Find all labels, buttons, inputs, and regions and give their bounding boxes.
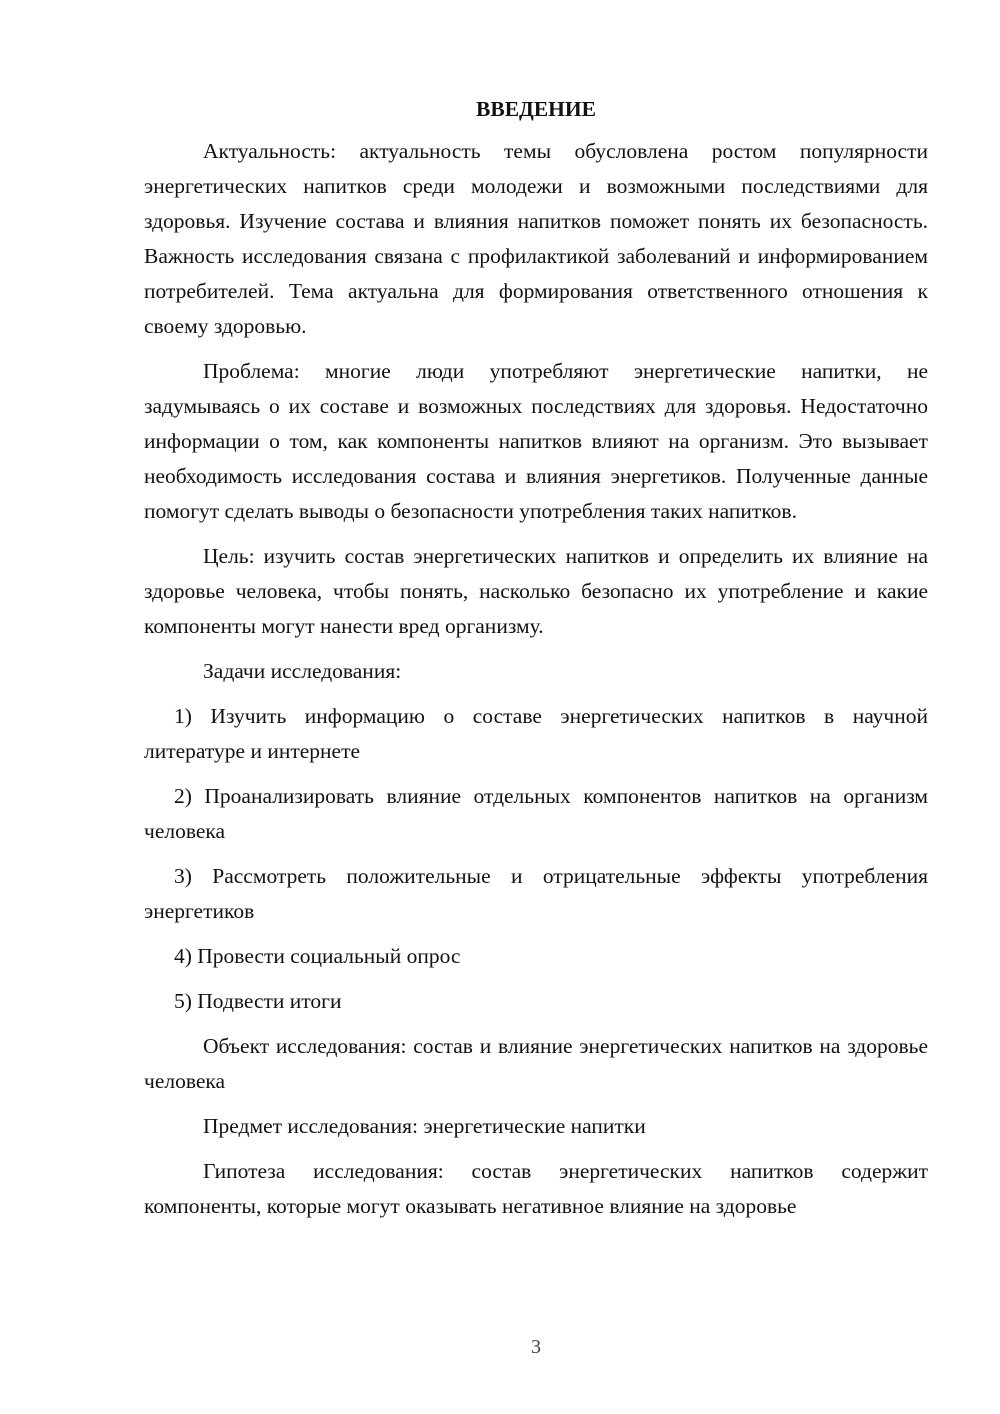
task-item-3: 3) Рассмотреть положительные и отрицательные эффекты употребления энергетиков <box>144 864 928 923</box>
paragraph-hypothesis: Гипотеза исследования: состав энергетических напитков содержит компоненты, которые могут оказывать негативное влияние на здоровье <box>144 1159 928 1218</box>
task-item-4: 4) Провести социальный опрос <box>174 944 461 968</box>
section-title: ВВЕДЕНИЕ <box>476 97 596 121</box>
paragraph-relevance: Актуальность: актуальность темы обусловлена ростом популярности энергетических напитков среди молодежи и возможными последствиями для здоровья. Изучение состава и влияния напитков поможет понять их безопасность. Важность исследования связана с профилактикой заболеваний и информированием потребителей. Тема актуальна для формирования ответственного отношения к своему здоровью. <box>144 139 928 338</box>
paragraph-goal: Цель: изучить состав энергетических напитков и определить их влияние на здоровье человека, чтобы понять, насколько безопасно их употребление и какие компоненты могут нанести вред организму. <box>144 544 928 638</box>
paragraph-object: Объект исследования: состав и влияние энергетических напитков на здоровье человека <box>144 1034 928 1093</box>
page-content <box>144 92 928 1234</box>
paragraph-problem: Проблема: многие люди употребляют энергетические напитки, не задумываясь о их составе и возможных последствиях для здоровья. Недостаточно информации о том, как компоненты напитков влияют на организм. Это вызывает необходимость исследования состава и влияния энергетиков. Полученные данные помогут сделать выводы о безопасности употребления таких напитков. <box>144 359 928 523</box>
task-item-1: 1) Изучить информацию о составе энергетических напитков в научной литературе и интернете <box>144 704 928 763</box>
page-number: 3 <box>531 1336 541 1358</box>
task-item-2: 2) Проанализировать влияние отдельных компонентов напитков на организм человека <box>144 784 928 843</box>
paragraph-subject: Предмет исследования: энергетические напитки <box>203 1114 646 1138</box>
tasks-heading: Задачи исследования: <box>203 659 402 683</box>
task-item-5: 5) Подвести итоги <box>174 989 342 1013</box>
